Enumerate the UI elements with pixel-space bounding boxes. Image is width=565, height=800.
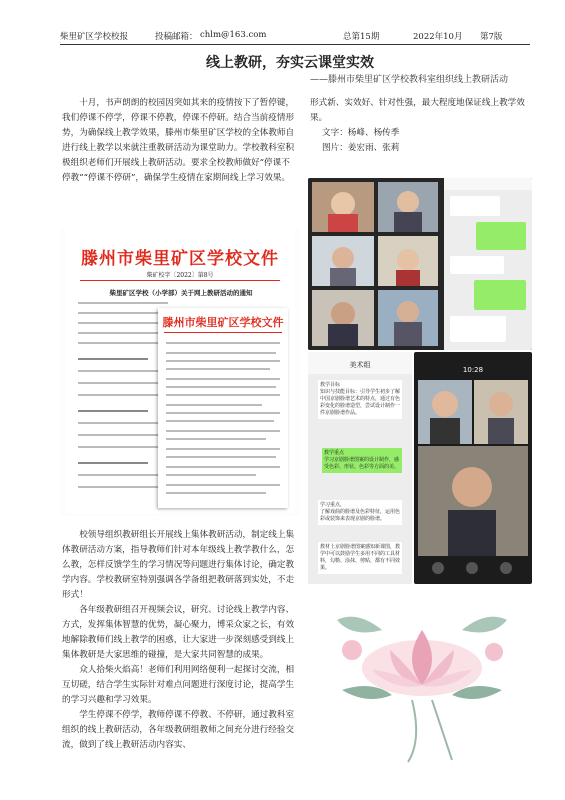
text-line — [166, 394, 280, 396]
text-line — [78, 382, 158, 384]
paragraph-conclusion: 学生停课不停学，教师停课不停教、不停研，通过教科室组织的线上教研活动，各年级教研组教师之间充分进行经验交流，做到了线上教研活动内容实、 — [62, 710, 295, 750]
text-line — [78, 312, 164, 314]
text-line — [166, 430, 280, 432]
document-heading: 柴里矿区学校（小学部）关于网上教研活动的通知 — [109, 289, 253, 297]
text-line — [166, 438, 266, 440]
text-line — [166, 342, 280, 344]
text-line — [78, 462, 148, 464]
issue-date: 2022年10月 — [413, 32, 463, 42]
text-line — [78, 302, 168, 304]
article-title: 线上教研，夯实云课堂实效 — [206, 55, 374, 71]
masthead-rule — [60, 44, 530, 45]
text-line — [166, 448, 280, 450]
text-line — [166, 474, 256, 476]
document-page-2 — [158, 308, 288, 508]
text-line — [78, 322, 158, 324]
text-line — [78, 332, 164, 334]
paragraph-collective-research: 校领导组织教研组长开展线上集体教研活动，制定线上集体教研活动方案，指导教师们针对本年级线上教学教什么，怎么教，怎样反馈学生的学习情况等问题进行集体讨论，确定教学内容。学校教研室特别强调各学备组把教研落到实处，不走形式！ — [62, 530, 295, 600]
text-line — [78, 446, 164, 448]
text-line — [166, 386, 276, 388]
chat-group-name: 美术组 — [308, 352, 412, 374]
video-meeting-scene — [308, 178, 532, 350]
chat-message-1: 教学目标 知识与技能目标：引导学生初步了解中国京剧脸谱艺术的特点，通过有色彩变化的脸谱造型，尝试设计制作一件京剧脸谱作品。 — [318, 380, 402, 419]
text-line — [166, 368, 270, 370]
masthead — [60, 30, 530, 44]
document-title-small: 滕州市柴里矿区学校文件 — [162, 316, 284, 329]
photo-credit: 图片：姜宏雨、张莉 — [322, 143, 400, 153]
text-line — [166, 378, 280, 380]
chat-message-3: 学习重点， 了解戏曲的脸谱及色彩特征，运用色彩或装饰来表现京剧的脸谱。 — [318, 500, 402, 525]
document-red-rule-small — [164, 332, 282, 333]
text-line — [78, 358, 148, 360]
text-line — [78, 342, 162, 344]
text-line — [166, 466, 280, 468]
text-line — [78, 474, 164, 476]
document-red-rule — [80, 280, 280, 281]
notice-document-image — [60, 228, 300, 516]
call-time: 10:28 — [462, 366, 484, 374]
text-line — [78, 434, 160, 436]
document-title: 滕州市柴里矿区学校文件 — [81, 249, 279, 269]
chat-message-4: 教材上京剧脸谱图案感知新课图，教学中可以鼓励学生多用不同的工具材料，勾勒、涂抹、剪贴，都有不同效果。 — [318, 542, 402, 574]
text-line — [78, 370, 164, 372]
issue-number: 总第15期 — [343, 32, 380, 42]
email-label: 投稿邮箱： — [155, 32, 198, 42]
phone-video-call-screenshot — [414, 352, 532, 584]
text-line — [166, 484, 280, 486]
text-line — [166, 412, 280, 414]
text-line — [166, 456, 276, 458]
video-call-scene — [414, 352, 532, 584]
text-line — [166, 404, 262, 406]
document-number: 柴矿校字〔2022〕第8号 — [146, 272, 214, 279]
text-line — [166, 360, 280, 362]
author-credit: 文字：杨峰、杨传季 — [322, 128, 400, 138]
paragraph-teamwork: 众人拾柴火焰高！老师们利用网络便利一起探讨交流，相互切磋，结合学生实际针对难点问题进行深度讨论，提高学生的学习兴趣和学习效果。 — [62, 665, 295, 705]
text-line — [78, 394, 164, 396]
article-byline: ——滕州市柴里矿区学校教科室组织线上教研活动 — [310, 75, 509, 85]
text-line — [78, 486, 158, 488]
chat-message-2: 教学重点 学习京剧脸谱图案的设计制作，感受色彩、形状、色彩等方面的美。 — [322, 448, 402, 473]
email-address: chlm@163.com — [200, 30, 267, 40]
video-meeting-photo — [308, 178, 532, 350]
intro-paragraph: 十月，书声朗朗的校园因突如其来的疫情按下了暂停键，我们停课不停学，停课不停教，停课不停研。结合当前疫情形势，为确保线上教学效果，滕州市柴里矿区学校的全体教师自进行线上教学以来就注重教研活动为课堂助力。学校教科室积极组织老师们开展线上教研活动。要求全校教师做好“停课不停教”“停课不停研”，确保学生疫情在家期间线上学习效果。 — [62, 98, 295, 183]
page-number: 第7版 — [480, 32, 503, 42]
text-line — [166, 352, 276, 354]
paper-name: 柴里矿区学校校报 — [60, 32, 129, 42]
text-line — [166, 420, 274, 422]
text-line — [78, 422, 164, 424]
decorative-flower-illustration — [312, 590, 532, 770]
text-line — [166, 492, 266, 494]
right-intro: 形式新、实效好、针对性强，最大程度地保证线上教学效果。 — [310, 98, 525, 123]
wechat-chat-screenshot — [308, 352, 412, 584]
paragraph-video-meeting: 各年级教研组召开视频会议，研究、讨论线上教学内容、方式，发挥集体智慧的优势，凝心聚力，博采众家之长，有效地解除教师们线上教学的困惑，让大家进一步深刻感受到线上集体教研是大家思维的碰撞，是大家共同智慧的成果。 — [62, 605, 295, 660]
text-line — [78, 410, 148, 412]
